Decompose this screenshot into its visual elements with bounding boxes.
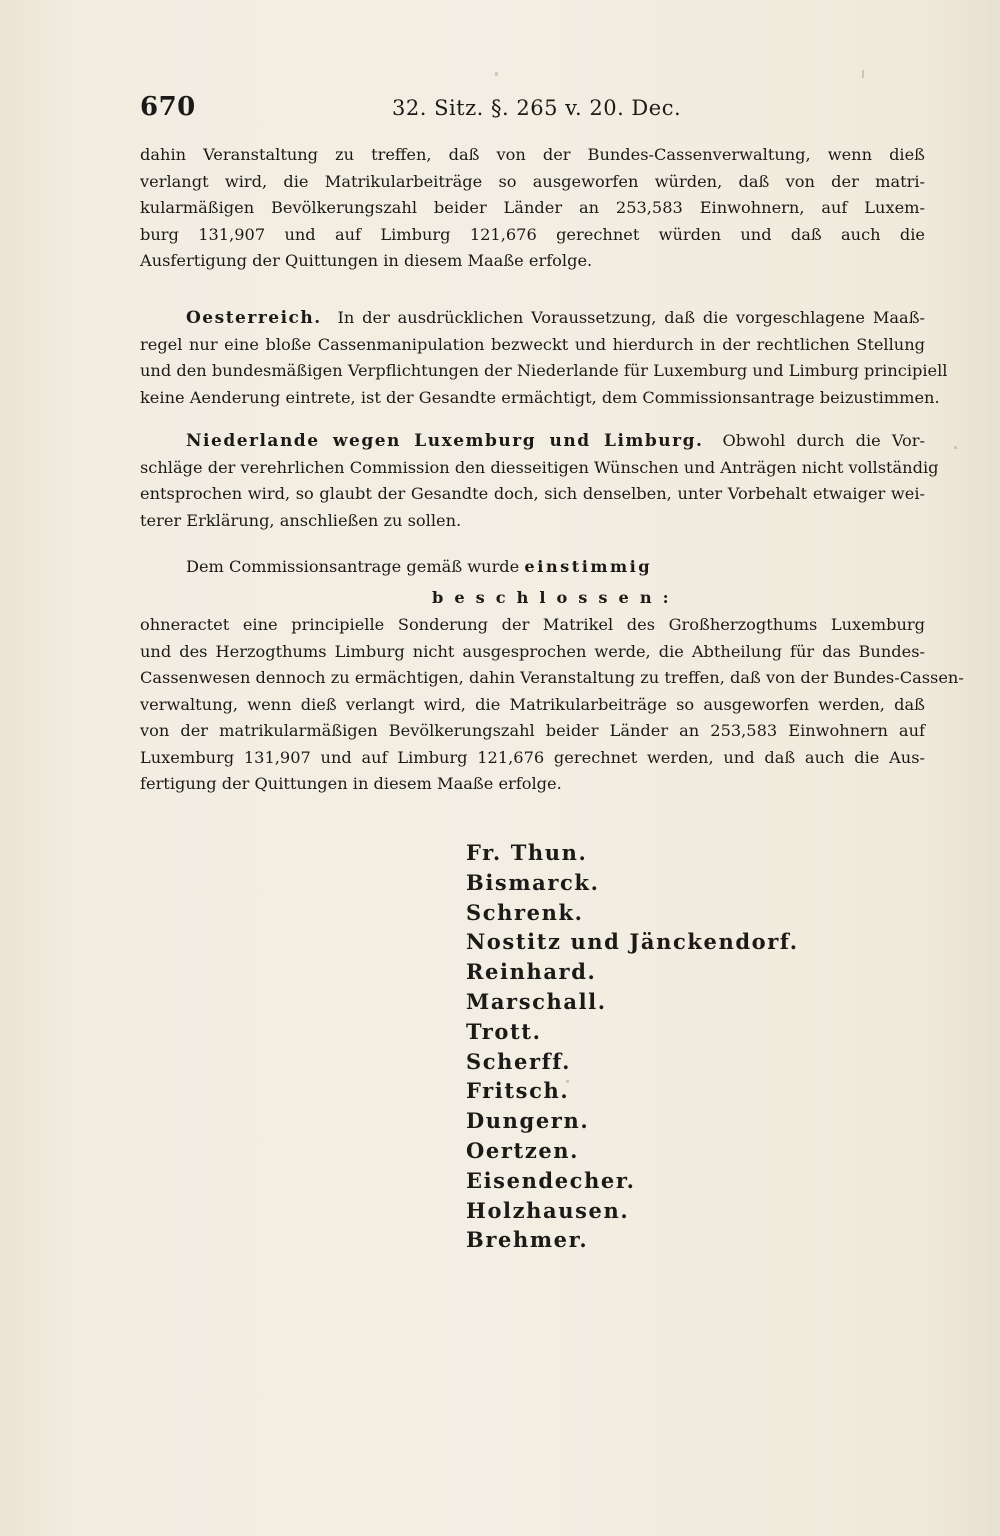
text-line: regel nur eine bloße Cassenmanipulation bezweckt und hierdurch in der rechtlichen Stellung bbox=[140, 334, 925, 354]
signature-name: Trott. bbox=[466, 1018, 542, 1044]
text-run: Obwohl durch die Vor- bbox=[722, 431, 925, 450]
text-line: und des Herzogthums Limburg nicht ausgesprochen werde, die Abtheilung für das Bundes- bbox=[140, 641, 925, 661]
text-line: Cassenwesen dennoch zu ermächtigen, dahin Veranstaltung zu treffen, daß von der Bundes-Cassen- bbox=[140, 668, 964, 687]
text-line: Ausfertigung der Quittungen in diesem Maaße erfolge. bbox=[140, 251, 593, 270]
scan-speck bbox=[495, 72, 498, 76]
signature-name: Marschall. bbox=[466, 988, 607, 1014]
signature-name: Fritsch. bbox=[466, 1078, 570, 1104]
text-line bbox=[140, 585, 925, 612]
running-head: 32. Sitz. §. 265 v. 20. Dec. bbox=[392, 96, 682, 120]
text-line: Luxemburg 131,907 und auf Limburg 121,676 gerechnet werden, und daß auch die Aus- bbox=[140, 747, 925, 767]
text-line: verlangt wird, die Matrikularbeiträge so ausgeworfen würden, daß von der matri- bbox=[140, 171, 925, 191]
text-line: entsprochen wird, so glaubt der Gesandte doch, sich denselben, unter Vorbehalt etwaiger wei- bbox=[140, 484, 925, 503]
page-header bbox=[140, 92, 920, 132]
signature-name: Holzhausen. bbox=[466, 1197, 630, 1223]
scan-speck bbox=[954, 446, 957, 449]
resolution-text bbox=[140, 612, 964, 798]
signature-name: Reinhard. bbox=[466, 959, 597, 985]
text-line: fertigung der Quittungen in diesem Maaße erfolge. bbox=[140, 774, 562, 793]
resolution-intro bbox=[140, 554, 925, 611]
resolved-heading: beschlossen: bbox=[432, 587, 680, 607]
paragraph-continuation bbox=[140, 142, 925, 275]
text-line: ohneractet eine principielle Sonderung der Matrikel des Großherzogthums Luxemburg bbox=[140, 615, 925, 634]
paragraph-oesterreich bbox=[140, 305, 948, 411]
emphasis-unanimous: einstimmig bbox=[524, 557, 653, 576]
state-label: Oesterreich. bbox=[186, 308, 322, 328]
signature-name: Nostitz und Jänckendorf. bbox=[466, 929, 799, 955]
signature-name: Bismarck. bbox=[466, 869, 600, 895]
text-line bbox=[140, 428, 925, 455]
text-run: Dem Commissionsantrage gemäß wurde bbox=[186, 557, 520, 576]
text-line: keine Aenderung eintrete, ist der Gesandte ermächtigt, dem Commissionsantrage beizustimmen. bbox=[140, 387, 940, 407]
signature-name: Schrenk. bbox=[466, 899, 584, 925]
text-line: burg 131,907 und auf Limburg 121,676 gerechnet würden und daß auch die bbox=[140, 224, 925, 244]
scan-speck bbox=[862, 70, 864, 78]
text-run: In der ausdrücklichen Voraussetzung, daß die vorgeschlagene Maaß- bbox=[337, 308, 925, 327]
text-line: und den bundesmäßigen Verpflichtungen der Niederlande für Luxemburg und Limburg principiell bbox=[140, 361, 948, 380]
paragraph-niederlande bbox=[140, 428, 939, 534]
signature-name: Fr. Thun. bbox=[466, 840, 588, 865]
signature-name: Brehmer. bbox=[466, 1227, 589, 1253]
signature-list bbox=[466, 838, 799, 1255]
signature-name: Oertzen. bbox=[466, 1137, 580, 1163]
text-line: von der matrikularmäßigen Bevölkerungszahl beider Länder an 253,583 Einwohnern auf bbox=[140, 721, 925, 740]
signature-name: Scherff. bbox=[466, 1048, 572, 1074]
text-line: kularmäßigen Bevölkerungszahl beider Länder an 253,583 Einwohnern, auf Luxem- bbox=[140, 198, 925, 217]
state-label: Niederlande wegen Luxemburg und Limburg. bbox=[186, 431, 704, 451]
scan-speck bbox=[566, 1080, 569, 1083]
signature-name: Dungern. bbox=[466, 1108, 590, 1134]
page-number: 670 bbox=[140, 92, 196, 122]
text-line: schläge der verehrlichen Commission den diesseitigen Wünschen und Anträgen nicht vollständig bbox=[140, 457, 939, 477]
text-line: terer Erklärung, anschließen zu sollen. bbox=[140, 510, 462, 530]
text-line bbox=[140, 554, 925, 581]
text-line: dahin Veranstaltung zu treffen, daß von der Bundes-Cassenverwaltung, wenn dieß bbox=[140, 145, 925, 164]
signature-name: Eisendecher. bbox=[466, 1167, 636, 1193]
text-line bbox=[140, 305, 925, 332]
text-line: verwaltung, wenn dieß verlangt wird, die Matrikularbeiträge so ausgeworfen werden, daß bbox=[140, 694, 925, 714]
